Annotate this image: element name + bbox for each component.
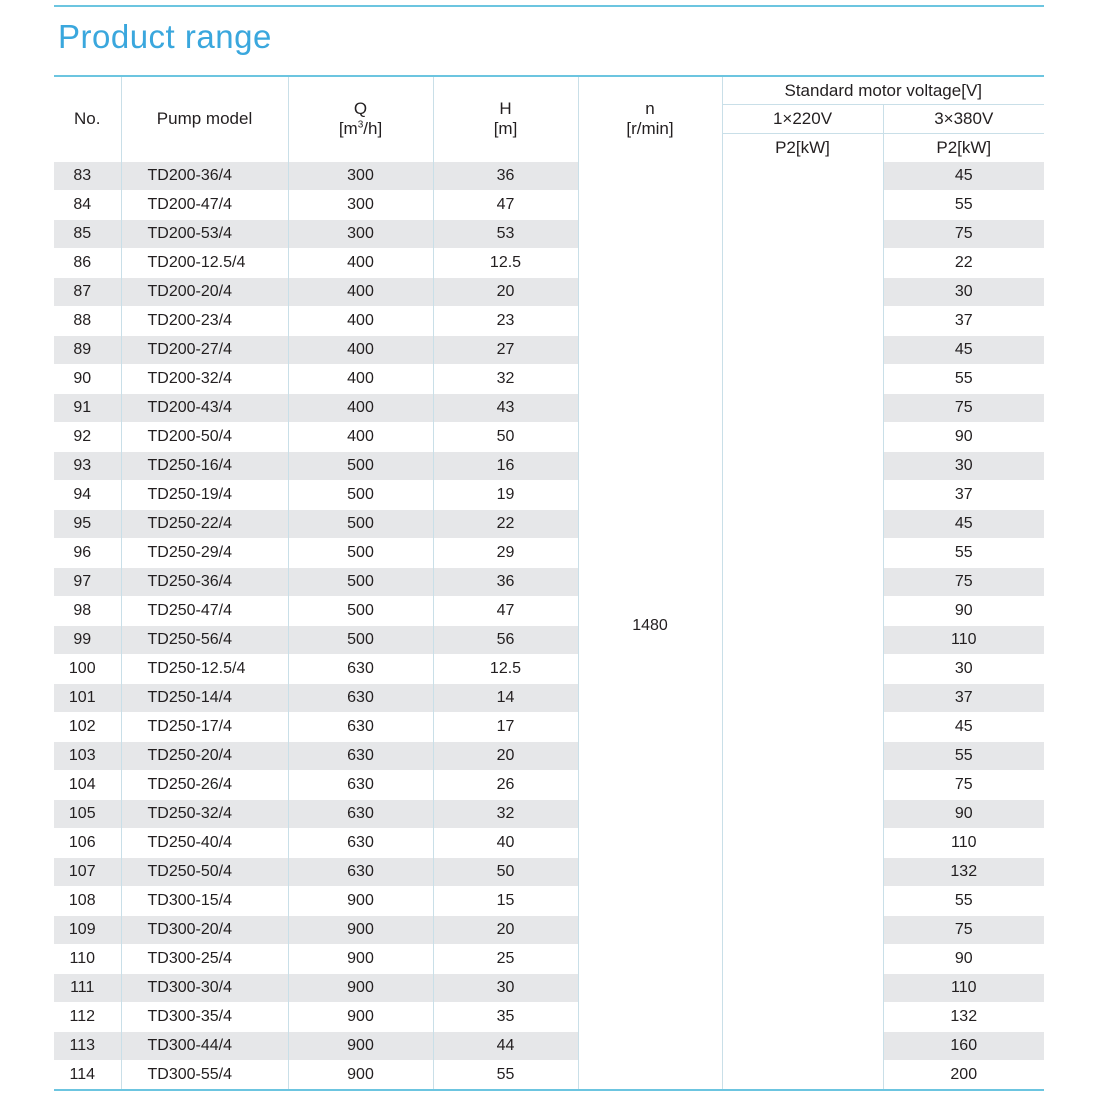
table-row <box>54 278 1044 307</box>
cell-h: 20 <box>433 742 578 771</box>
table-row <box>54 394 1044 423</box>
table-row <box>54 249 1044 278</box>
header-h <box>433 76 578 162</box>
table-row <box>54 1003 1044 1032</box>
table-row <box>54 1032 1044 1061</box>
cell-p2-220 <box>722 974 883 1003</box>
cell-no: 110 <box>54 945 121 974</box>
cell-p2-220 <box>722 945 883 974</box>
cell-h: 40 <box>433 829 578 858</box>
table-row <box>54 162 1044 191</box>
header-voltage-group: Standard motor voltage[V] <box>784 80 983 100</box>
cell-p2-220 <box>722 1032 883 1061</box>
cell-pump-model: TD300-55/4 <box>121 1061 288 1091</box>
cell-h: 56 <box>433 626 578 655</box>
cell-h: 43 <box>433 394 578 423</box>
cell-no: 114 <box>54 1061 121 1091</box>
cell-pump-model: TD200-20/4 <box>121 278 288 307</box>
cell-q: 630 <box>288 858 433 887</box>
cell-h: 23 <box>433 307 578 336</box>
header-q-label: Q <box>353 99 368 118</box>
cell-h: 22 <box>433 510 578 539</box>
cell-q: 630 <box>288 655 433 684</box>
cell-p2-220 <box>722 220 883 249</box>
cell-q: 500 <box>288 481 433 510</box>
cell-h: 19 <box>433 481 578 510</box>
table-row <box>54 423 1044 452</box>
cell-q: 500 <box>288 568 433 597</box>
table-row <box>54 220 1044 249</box>
cell-h: 14 <box>433 684 578 713</box>
cell-p2-380: 37 <box>883 307 1044 336</box>
cell-p2-220 <box>722 539 883 568</box>
cell-p2-220 <box>722 742 883 771</box>
cell-no: 105 <box>54 800 121 829</box>
cell-p2-380: 200 <box>883 1061 1044 1091</box>
cell-p2-220 <box>722 626 883 655</box>
cell-p2-220 <box>722 568 883 597</box>
table-row <box>54 481 1044 510</box>
cell-no: 101 <box>54 684 121 713</box>
cell-pump-model: TD300-20/4 <box>121 916 288 945</box>
cell-p2-380: 110 <box>883 829 1044 858</box>
cell-p2-380: 132 <box>883 1003 1044 1032</box>
cell-p2-380: 132 <box>883 858 1044 887</box>
cell-no: 109 <box>54 916 121 945</box>
cell-p2-220 <box>722 162 883 191</box>
cell-q: 400 <box>288 307 433 336</box>
cell-no: 94 <box>54 481 121 510</box>
cell-no: 86 <box>54 249 121 278</box>
cell-no: 103 <box>54 742 121 771</box>
cell-q: 500 <box>288 539 433 568</box>
header-3x380v: 3×380V <box>883 105 1044 134</box>
cell-pump-model: TD250-19/4 <box>121 481 288 510</box>
cell-p2-380: 55 <box>883 539 1044 568</box>
cell-pump-model: TD250-16/4 <box>121 452 288 481</box>
cell-p2-380: 90 <box>883 597 1044 626</box>
cell-q: 630 <box>288 800 433 829</box>
cell-q: 900 <box>288 887 433 916</box>
cell-p2-380: 110 <box>883 974 1044 1003</box>
cell-h: 20 <box>433 278 578 307</box>
cell-p2-380: 75 <box>883 916 1044 945</box>
cell-pump-model: TD250-12.5/4 <box>121 655 288 684</box>
cell-q: 900 <box>288 1003 433 1032</box>
table-row <box>54 626 1044 655</box>
header-p2-380: P2[kW] <box>883 134 1044 162</box>
cell-no: 88 <box>54 307 121 336</box>
cell-pump-model: TD250-47/4 <box>121 597 288 626</box>
table-row <box>54 191 1044 220</box>
cell-pump-model: TD250-14/4 <box>121 684 288 713</box>
cell-pump-model: TD300-25/4 <box>121 945 288 974</box>
cell-no: 100 <box>54 655 121 684</box>
cell-p2-380: 22 <box>883 249 1044 278</box>
cell-h: 29 <box>433 539 578 568</box>
cell-q: 900 <box>288 945 433 974</box>
cell-q: 900 <box>288 1032 433 1061</box>
cell-p2-220 <box>722 829 883 858</box>
cell-no: 104 <box>54 771 121 800</box>
cell-q: 300 <box>288 162 433 191</box>
header-pump-model: Pump model <box>121 76 288 162</box>
cell-p2-220 <box>722 1061 883 1091</box>
table-row <box>54 597 1044 626</box>
cell-no: 96 <box>54 539 121 568</box>
cell-pump-model: TD250-26/4 <box>121 771 288 800</box>
cell-pump-model: TD250-29/4 <box>121 539 288 568</box>
cell-p2-380: 75 <box>883 394 1044 423</box>
cell-p2-220 <box>722 365 883 394</box>
page-title: Product range <box>58 18 272 55</box>
cell-q: 500 <box>288 510 433 539</box>
table-row <box>54 336 1044 365</box>
cell-p2-220 <box>722 452 883 481</box>
cell-q: 400 <box>288 336 433 365</box>
table-row <box>54 916 1044 945</box>
cell-p2-220 <box>722 423 883 452</box>
cell-p2-380: 45 <box>883 336 1044 365</box>
cell-no: 90 <box>54 365 121 394</box>
header-p2-220: P2[kW] <box>722 134 883 162</box>
cell-no: 93 <box>54 452 121 481</box>
cell-q: 630 <box>288 713 433 742</box>
cell-pump-model: TD200-36/4 <box>121 162 288 191</box>
cell-no: 85 <box>54 220 121 249</box>
table-row <box>54 1061 1044 1091</box>
table-row <box>54 713 1044 742</box>
table-row <box>54 829 1044 858</box>
cell-p2-220 <box>722 278 883 307</box>
table-row <box>54 307 1044 336</box>
header-q-unit: $[m^3/h]$ <box>338 119 383 138</box>
cell-no: 111 <box>54 974 121 1003</box>
cell-p2-380: 45 <box>883 510 1044 539</box>
cell-h: 36 <box>433 162 578 191</box>
cell-q: 630 <box>288 829 433 858</box>
header-no: No. <box>54 76 121 162</box>
cell-h: 50 <box>433 858 578 887</box>
cell-h: 20 <box>433 916 578 945</box>
cell-p2-380: 90 <box>883 423 1044 452</box>
table-row <box>54 974 1044 1003</box>
cell-h: 12.5 <box>433 655 578 684</box>
cell-p2-380: 160 <box>883 1032 1044 1061</box>
cell-pump-model: TD250-20/4 <box>121 742 288 771</box>
cell-p2-220 <box>722 684 883 713</box>
cell-q: 300 <box>288 191 433 220</box>
cell-h: 50 <box>433 423 578 452</box>
cell-q: 500 <box>288 626 433 655</box>
cell-p2-380: 75 <box>883 771 1044 800</box>
cell-h: 44 <box>433 1032 578 1061</box>
header-n <box>578 76 722 162</box>
cell-p2-380: 90 <box>883 945 1044 974</box>
cell-p2-220 <box>722 655 883 684</box>
cell-pump-model: TD300-35/4 <box>121 1003 288 1032</box>
cell-p2-380: 110 <box>883 626 1044 655</box>
cell-p2-220 <box>722 858 883 887</box>
cell-p2-220 <box>722 1003 883 1032</box>
cell-no: 98 <box>54 597 121 626</box>
cell-h: 32 <box>433 800 578 829</box>
cell-h: 30 <box>433 974 578 1003</box>
cell-p2-380: 30 <box>883 655 1044 684</box>
table-row <box>54 742 1044 771</box>
cell-pump-model: TD250-22/4 <box>121 510 288 539</box>
cell-q: 900 <box>288 974 433 1003</box>
cell-h: 36 <box>433 568 578 597</box>
cell-p2-220 <box>722 249 883 278</box>
cell-p2-220 <box>722 394 883 423</box>
cell-p2-380: 37 <box>883 481 1044 510</box>
cell-pump-model: TD200-27/4 <box>121 336 288 365</box>
cell-p2-380: 45 <box>883 162 1044 191</box>
cell-p2-220 <box>722 887 883 916</box>
cell-q: 300 <box>288 220 433 249</box>
table-row <box>54 887 1044 916</box>
cell-pump-model: TD200-50/4 <box>121 423 288 452</box>
cell-p2-220 <box>722 307 883 336</box>
cell-q: 900 <box>288 916 433 945</box>
cell-h: 47 <box>433 191 578 220</box>
cell-p2-220 <box>722 713 883 742</box>
cell-q: 630 <box>288 742 433 771</box>
cell-q: 400 <box>288 423 433 452</box>
cell-h: 26 <box>433 771 578 800</box>
cell-pump-model: TD250-40/4 <box>121 829 288 858</box>
cell-p2-380: 55 <box>883 365 1044 394</box>
top-rule <box>54 5 1044 7</box>
table-body <box>54 162 1044 1091</box>
cell-p2-220 <box>722 597 883 626</box>
cell-no: 95 <box>54 510 121 539</box>
cell-p2-380: 30 <box>883 452 1044 481</box>
cell-q: 400 <box>288 278 433 307</box>
cell-pump-model: TD250-50/4 <box>121 858 288 887</box>
cell-q: 400 <box>288 365 433 394</box>
cell-p2-220 <box>722 800 883 829</box>
cell-no: 92 <box>54 423 121 452</box>
cell-pump-model: TD200-53/4 <box>121 220 288 249</box>
cell-p2-380: 55 <box>883 191 1044 220</box>
cell-p2-220 <box>722 510 883 539</box>
cell-pump-model: TD200-12.5/4 <box>121 249 288 278</box>
cell-pump-model: TD300-15/4 <box>121 887 288 916</box>
cell-h: 53 <box>433 220 578 249</box>
cell-q: 630 <box>288 684 433 713</box>
header-1x220v: 1×220V <box>722 105 883 134</box>
cell-no: 91 <box>54 394 121 423</box>
cell-pump-model: TD250-32/4 <box>121 800 288 829</box>
cell-h: 32 <box>433 365 578 394</box>
product-range-table <box>54 75 1044 1091</box>
cell-no: 97 <box>54 568 121 597</box>
cell-p2-380: 90 <box>883 800 1044 829</box>
cell-no: 107 <box>54 858 121 887</box>
table-row <box>54 684 1044 713</box>
cell-p2-380: 30 <box>883 278 1044 307</box>
table-row <box>54 452 1044 481</box>
cell-h: 16 <box>433 452 578 481</box>
cell-p2-380: 75 <box>883 568 1044 597</box>
cell-h: 55 <box>433 1061 578 1091</box>
cell-p2-220 <box>722 481 883 510</box>
cell-q: 400 <box>288 394 433 423</box>
table-row <box>54 945 1044 974</box>
cell-p2-380: 75 <box>883 220 1044 249</box>
table-row <box>54 510 1044 539</box>
header-n-label: n <box>645 99 655 118</box>
header-n-unit: [r/min] <box>626 119 674 138</box>
header-q <box>288 76 433 162</box>
cell-no: 89 <box>54 336 121 365</box>
cell-no: 113 <box>54 1032 121 1061</box>
cell-q: 900 <box>288 1061 433 1091</box>
cell-pump-model: TD200-23/4 <box>121 307 288 336</box>
cell-no: 84 <box>54 191 121 220</box>
cell-h: 15 <box>433 887 578 916</box>
cell-no: 112 <box>54 1003 121 1032</box>
cell-no: 106 <box>54 829 121 858</box>
table-row <box>54 800 1044 829</box>
cell-p2-380: 55 <box>883 887 1044 916</box>
cell-h: 27 <box>433 336 578 365</box>
cell-h: 17 <box>433 713 578 742</box>
table-row <box>54 568 1044 597</box>
cell-pump-model: TD250-56/4 <box>121 626 288 655</box>
cell-pump-model: TD200-32/4 <box>121 365 288 394</box>
cell-pump-model: TD300-30/4 <box>121 974 288 1003</box>
table-row <box>54 771 1044 800</box>
cell-h: 47 <box>433 597 578 626</box>
header-h-unit: [m] <box>493 119 518 138</box>
cell-no: 108 <box>54 887 121 916</box>
cell-no: 87 <box>54 278 121 307</box>
cell-pump-model: TD250-36/4 <box>121 568 288 597</box>
header-h-label: H <box>499 99 512 118</box>
cell-no: 83 <box>54 162 121 191</box>
cell-pump-model: TD200-43/4 <box>121 394 288 423</box>
cell-p2-380: 55 <box>883 742 1044 771</box>
cell-p2-220 <box>722 336 883 365</box>
cell-p2-220 <box>722 771 883 800</box>
cell-no: 99 <box>54 626 121 655</box>
cell-p2-220 <box>722 916 883 945</box>
table-row <box>54 539 1044 568</box>
cell-p2-380: 37 <box>883 684 1044 713</box>
cell-q: 500 <box>288 452 433 481</box>
cell-pump-model: TD300-44/4 <box>121 1032 288 1061</box>
cell-p2-380: 45 <box>883 713 1044 742</box>
cell-pump-model: TD250-17/4 <box>121 713 288 742</box>
table-row <box>54 655 1044 684</box>
cell-h: 35 <box>433 1003 578 1032</box>
cell-q: 500 <box>288 597 433 626</box>
cell-h: 25 <box>433 945 578 974</box>
cell-speed: 1480 <box>578 162 722 1091</box>
table-row <box>54 858 1044 887</box>
table-row <box>54 365 1044 394</box>
cell-q: 630 <box>288 771 433 800</box>
cell-q: 400 <box>288 249 433 278</box>
cell-p2-220 <box>722 191 883 220</box>
cell-no: 102 <box>54 713 121 742</box>
cell-h: 12.5 <box>433 249 578 278</box>
cell-pump-model: TD200-47/4 <box>121 191 288 220</box>
